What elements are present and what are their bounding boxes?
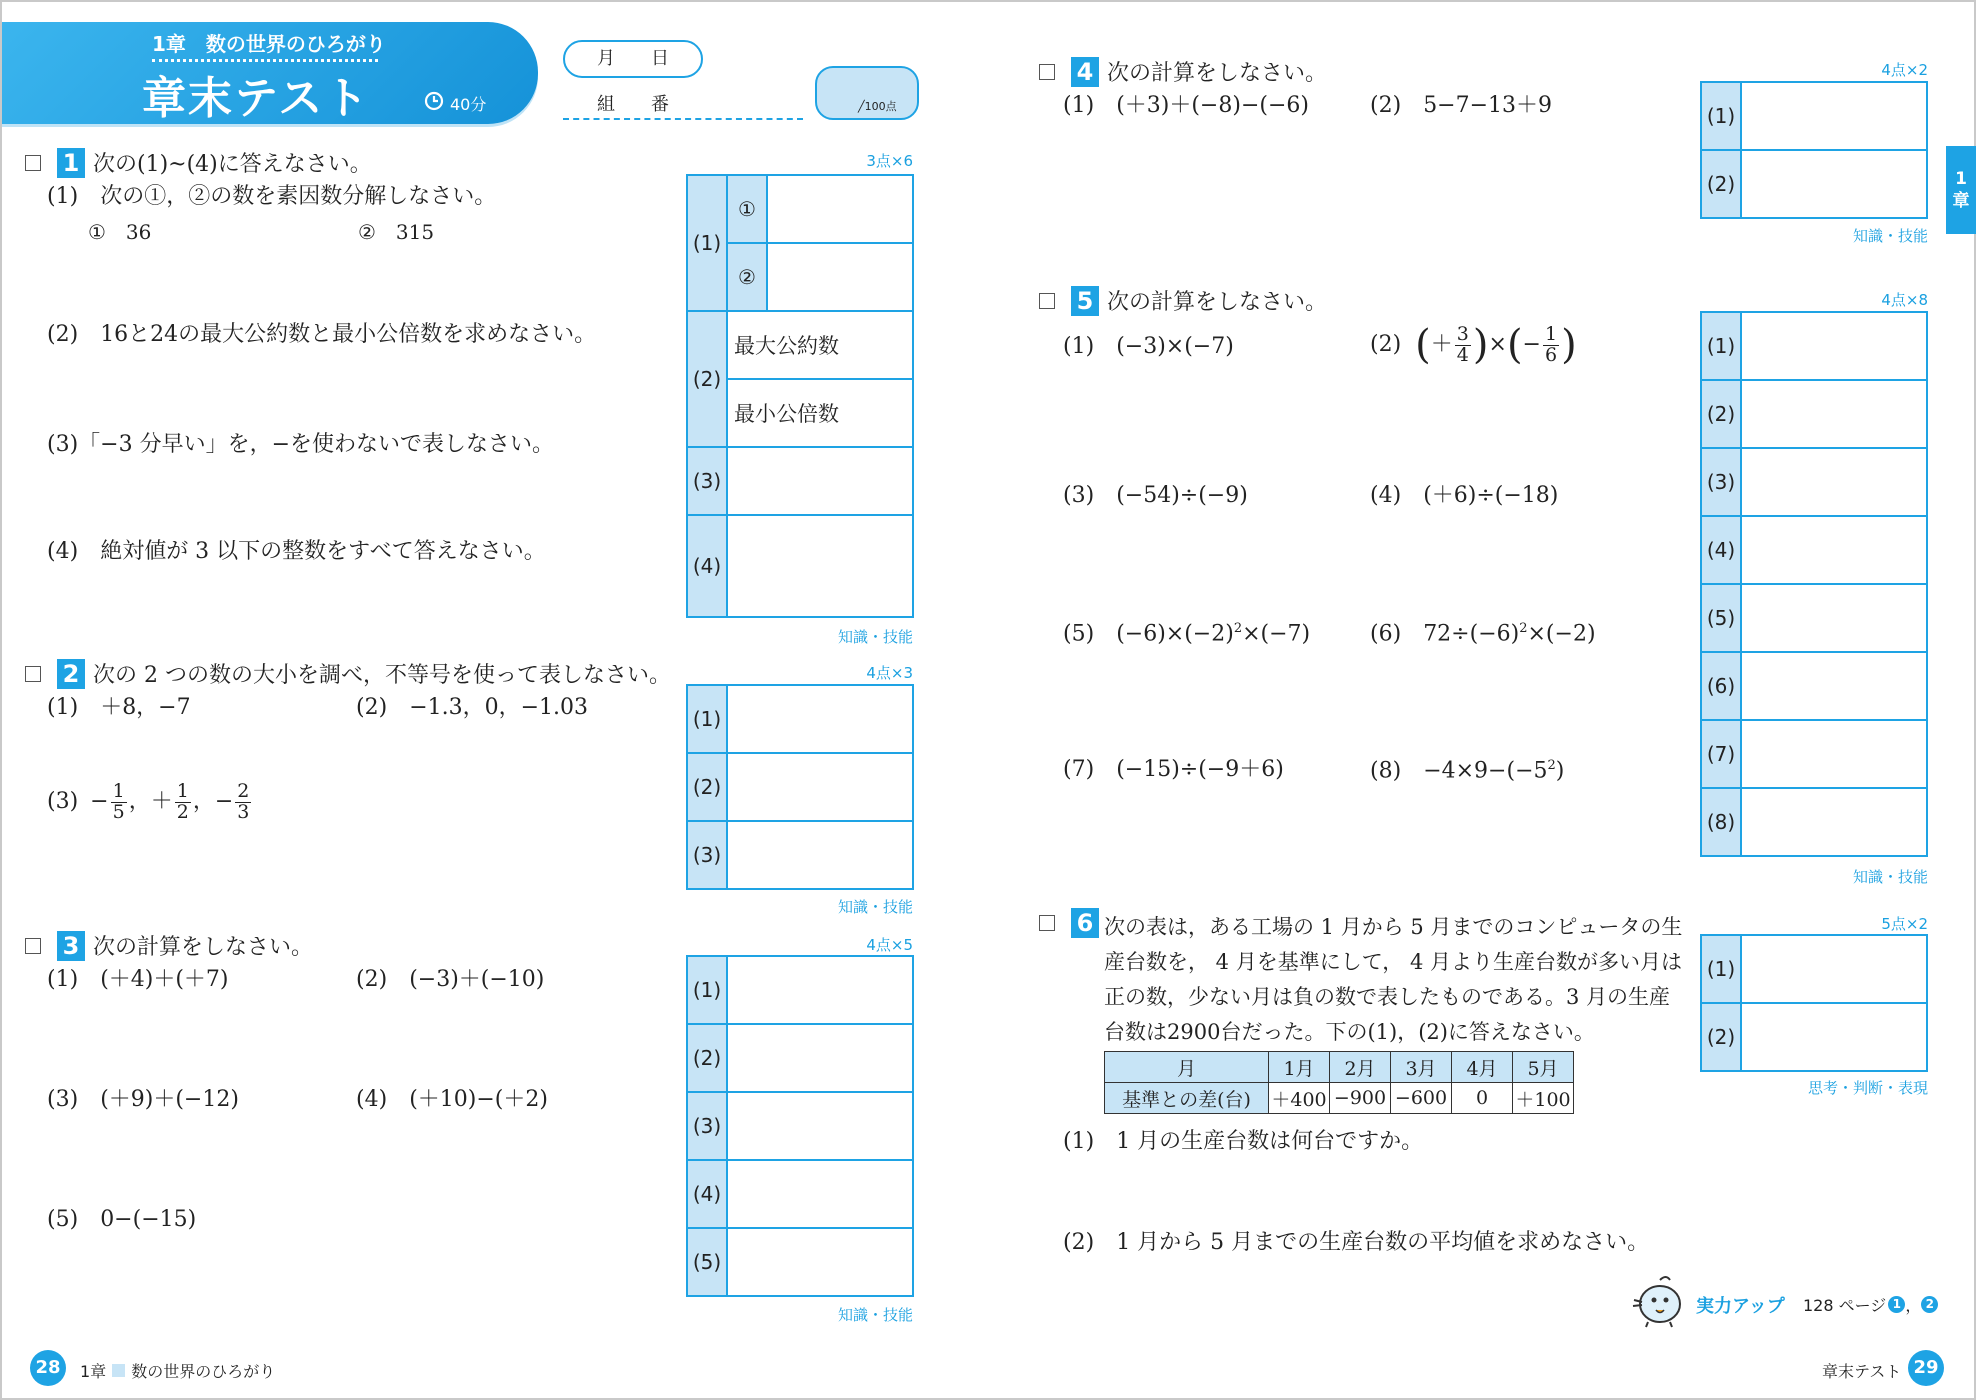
chapter-side-tab: 1 章 [1946,146,1976,234]
chapter-label: 1章 数の世界のひろがり [152,28,378,62]
sub-question: (1) ＋8，−7 [47,695,191,720]
fraction: $\frac{1}{5}$ [112,780,125,823]
answer-label: (1) [687,175,727,311]
fraction: $\frac{1}{6}$ [1544,323,1558,366]
answer-table-2 [686,684,914,890]
sub-question: (3) (−54)÷(−9) [1063,483,1248,508]
points-label: 5点×2 [1881,915,1928,933]
answer-label: (1) [687,956,727,1024]
sub-question: (1) (−3)×(−7) [1063,334,1234,359]
question-prompt: 次の計算をしなさい。 [1107,290,1328,315]
answer-label: (3) [687,821,727,889]
points-label: 3点×6 [866,152,913,170]
answer-box[interactable] [1741,380,1927,448]
question-prompt: 次の表は，ある工場の 1 月から 5 月までのコンピュータの生 産台数を， 4 月を基準にして， 4 月より生産台数が多い月は 正の数，少ない月は負の数で表したものである。3 月の生産 台数は2900台だった。下の(1)，(2)に答えなさい。 [1104,915,1683,1044]
answer-box[interactable] [1741,652,1927,720]
answer-box[interactable] [727,515,913,617]
question-number: 5 [1071,286,1099,316]
sub-question: (2) 5−7−13＋9 [1370,93,1553,118]
answer-box[interactable] [727,1024,913,1092]
question-number: 2 [57,659,85,689]
clock-icon [424,91,444,111]
answer-label: (2) [687,311,727,447]
answer-label: (2) [1701,150,1741,218]
sub-question: (1) (＋3)＋(−8)−(−6) [1063,93,1309,118]
question-number: 3 [57,931,85,961]
question-1-header [25,147,372,178]
square-icon [112,1364,125,1377]
category-label: 知識・技能 [837,628,913,646]
answer-box[interactable] [1741,448,1927,516]
table-cell: 0 [1452,1083,1513,1114]
category-label: 知識・技能 [837,1306,913,1324]
question-5-header [1039,285,1327,316]
question-number: 6 [1071,908,1099,938]
question-number: 1 [57,148,85,178]
category-label: 知識・技能 [1852,868,1928,886]
answer-label: (2) [1701,380,1741,448]
sub-question: (3) − $\frac{1}{5}$ ， ＋ $\frac{1}{2}$ ， − $\frac{2}{3}$ [47,780,250,823]
table-cell: −900 [1330,1083,1391,1114]
question-prompt: 次の計算をしなさい。 [1107,61,1328,86]
sub-question: (3)「−3 分早い」を，−を使わないで表しなさい。 [47,432,555,457]
answer-label: (2) [1701,1003,1741,1071]
table-header: 3月 [1391,1052,1452,1083]
question-prompt: 次の(1)~(4)に答えなさい。 [93,152,372,177]
checkbox[interactable] [25,666,41,682]
sub-question: (2) 1 月から 5 月までの生産台数の平均値を求めなさい。 [1063,1230,1650,1255]
table-header: 4月 [1452,1052,1513,1083]
question-prompt: 次の計算をしなさい。 [93,935,314,960]
time-limit: 40分 [450,95,487,114]
fraction: $\frac{2}{3}$ [237,780,250,823]
sub-question: (4) 絶対値が 3 以下の整数をすべて答えなさい。 [47,539,546,564]
category-label: 知識・技能 [837,898,913,916]
fraction: $\frac{1}{2}$ [176,780,189,823]
power-up-label: 実力アップ [1696,1296,1785,1317]
sub-question: (4) (＋6)÷(−18) [1370,483,1559,508]
answer-box[interactable] [1741,82,1927,150]
answer-box[interactable] [767,243,913,311]
sub-question: (1) 次の①，②の数を素因数分解しなさい。 [47,184,497,209]
reference-link[interactable]: 128 ページ 1 ， 2 [1803,1293,1938,1316]
answer-label: (4) [687,1160,727,1228]
question-2-header [25,658,671,689]
answer-label: (5) [1701,584,1741,652]
points-label: 4点×5 [866,936,913,954]
answer-label: (4) [687,515,727,617]
sub-question: (5) $(-6)\times(-2)^2\times(-7)$ [1063,621,1311,647]
date-box[interactable]: 月 日 [563,40,703,78]
sub-question: (1) 1 月の生産台数は何台ですか。 [1063,1129,1424,1154]
answer-label: (1) [1701,82,1741,150]
points-label: 4点×3 [866,664,913,682]
category-label: 知識・技能 [1852,227,1928,245]
right-page-number: 29 [1908,1350,1944,1386]
question-prompt: 次の 2 つの数の大小を調べ，不等号を使って表しなさい。 [93,663,671,688]
sub-item: ① 36 [88,220,152,244]
answer-label: (3) [1701,448,1741,516]
question-3-header [25,930,313,961]
left-page-number: 28 [30,1350,66,1386]
class-number-field[interactable]: 組 番 [563,90,803,120]
answer-label: (8) [1701,788,1741,856]
answer-box[interactable] [727,1160,913,1228]
question-number: 4 [1071,57,1099,87]
question-6-header [1039,908,1099,938]
answer-box[interactable] [1741,312,1927,380]
answer-box[interactable] [1741,584,1927,652]
sub-question: (2) −1.3，0，−1.03 [356,695,589,720]
sub-question: (5) 0−(−15) [47,1207,197,1232]
sub-question: (2) (−3)＋(−10) [356,967,545,992]
answer-label: (3) [687,447,727,515]
answer-table-6 [1700,934,1928,1072]
answer-label: (1) [1701,312,1741,380]
answer-box[interactable] [1741,1003,1927,1071]
lcm-answer[interactable]: 最小公倍数 [727,379,913,447]
answer-box[interactable] [727,956,913,1024]
answer-label: (4) [1701,516,1741,584]
right-footer-title: 章末テスト [1822,1362,1902,1381]
answer-label: (6) [1701,652,1741,720]
gcd-answer[interactable]: 最大公約数 [727,311,913,379]
answer-label: (1) [1701,935,1741,1003]
answer-table-3 [686,955,914,1297]
answer-table-1 [686,174,914,618]
answer-label: (2) [687,753,727,821]
points-label: 4点×2 [1881,61,1928,79]
question-4-header [1039,56,1327,87]
sub-question: (3) (＋9)＋(−12) [47,1087,239,1112]
fraction: $\frac{3}{4}$ [1456,323,1469,366]
table-header: 5月 [1513,1052,1574,1083]
table-row-label: 基準との差(台) [1105,1083,1269,1114]
answer-box[interactable] [727,447,913,515]
sub-question: (1) (＋4)＋(＋7) [47,967,229,992]
answer-box[interactable] [727,1092,913,1160]
checkbox[interactable] [25,938,41,954]
answer-box[interactable] [1741,150,1927,218]
sub-question: (6) $72\div(-6)^2\times(-2)$ [1370,621,1596,647]
answer-label: (2) [687,1024,727,1092]
left-footer-chapter: 1章 数の世界のひろがり [80,1362,276,1381]
answer-box[interactable] [727,753,913,821]
table-cell: ＋400 [1269,1083,1330,1114]
answer-box[interactable] [1741,516,1927,584]
answer-label: ① [727,175,767,243]
checkbox[interactable] [25,155,41,171]
ref-badge-1: 1 [1888,1296,1905,1313]
answer-label: ② [727,243,767,311]
answer-box[interactable] [727,1228,913,1296]
answer-label: (1) [687,685,727,753]
table-header: 月 [1105,1052,1269,1083]
sub-question: (2) 16と24の最大公約数と最小公倍数を求めなさい。 [47,322,597,347]
answer-box[interactable] [1741,788,1927,856]
answer-table-5 [1700,311,1928,857]
answer-table-4 [1700,81,1928,219]
score-total: ╱100点 [858,100,897,113]
sub-question: (8) $-4\times 9-(-5^2)$ [1370,758,1565,784]
answer-box[interactable] [727,821,913,889]
answer-box[interactable] [1741,935,1927,1003]
page-title: 章末テスト [142,73,371,124]
production-table [1104,1051,1574,1114]
table-header: 2月 [1330,1052,1391,1083]
answer-box[interactable] [727,685,913,753]
category-label: 思考・判断・表現 [1807,1079,1928,1097]
answer-box[interactable] [1741,720,1927,788]
checkbox[interactable] [1039,915,1055,931]
sub-question: (7) (−15)÷(−9＋6) [1063,757,1284,782]
points-label: 4点×8 [1881,291,1928,309]
table-header: 1月 [1269,1052,1330,1083]
ref-badge-2: 2 [1921,1296,1938,1313]
mascot-icon [1630,1272,1686,1328]
answer-label: (3) [687,1092,727,1160]
checkbox[interactable] [1039,293,1055,309]
checkbox[interactable] [1039,64,1055,80]
answer-label: (7) [1701,720,1741,788]
sub-question: (2) ( ＋ $\frac{3}{4}$ ) × ( − $\frac{1}{6}$ ) [1370,322,1577,369]
sub-question: (4) (＋10)−(＋2) [356,1087,548,1112]
table-cell: −600 [1391,1083,1452,1114]
table-cell: ＋100 [1513,1083,1574,1114]
answer-box[interactable] [767,175,913,243]
sub-item: ② 315 [358,220,435,244]
answer-label: (5) [687,1228,727,1296]
